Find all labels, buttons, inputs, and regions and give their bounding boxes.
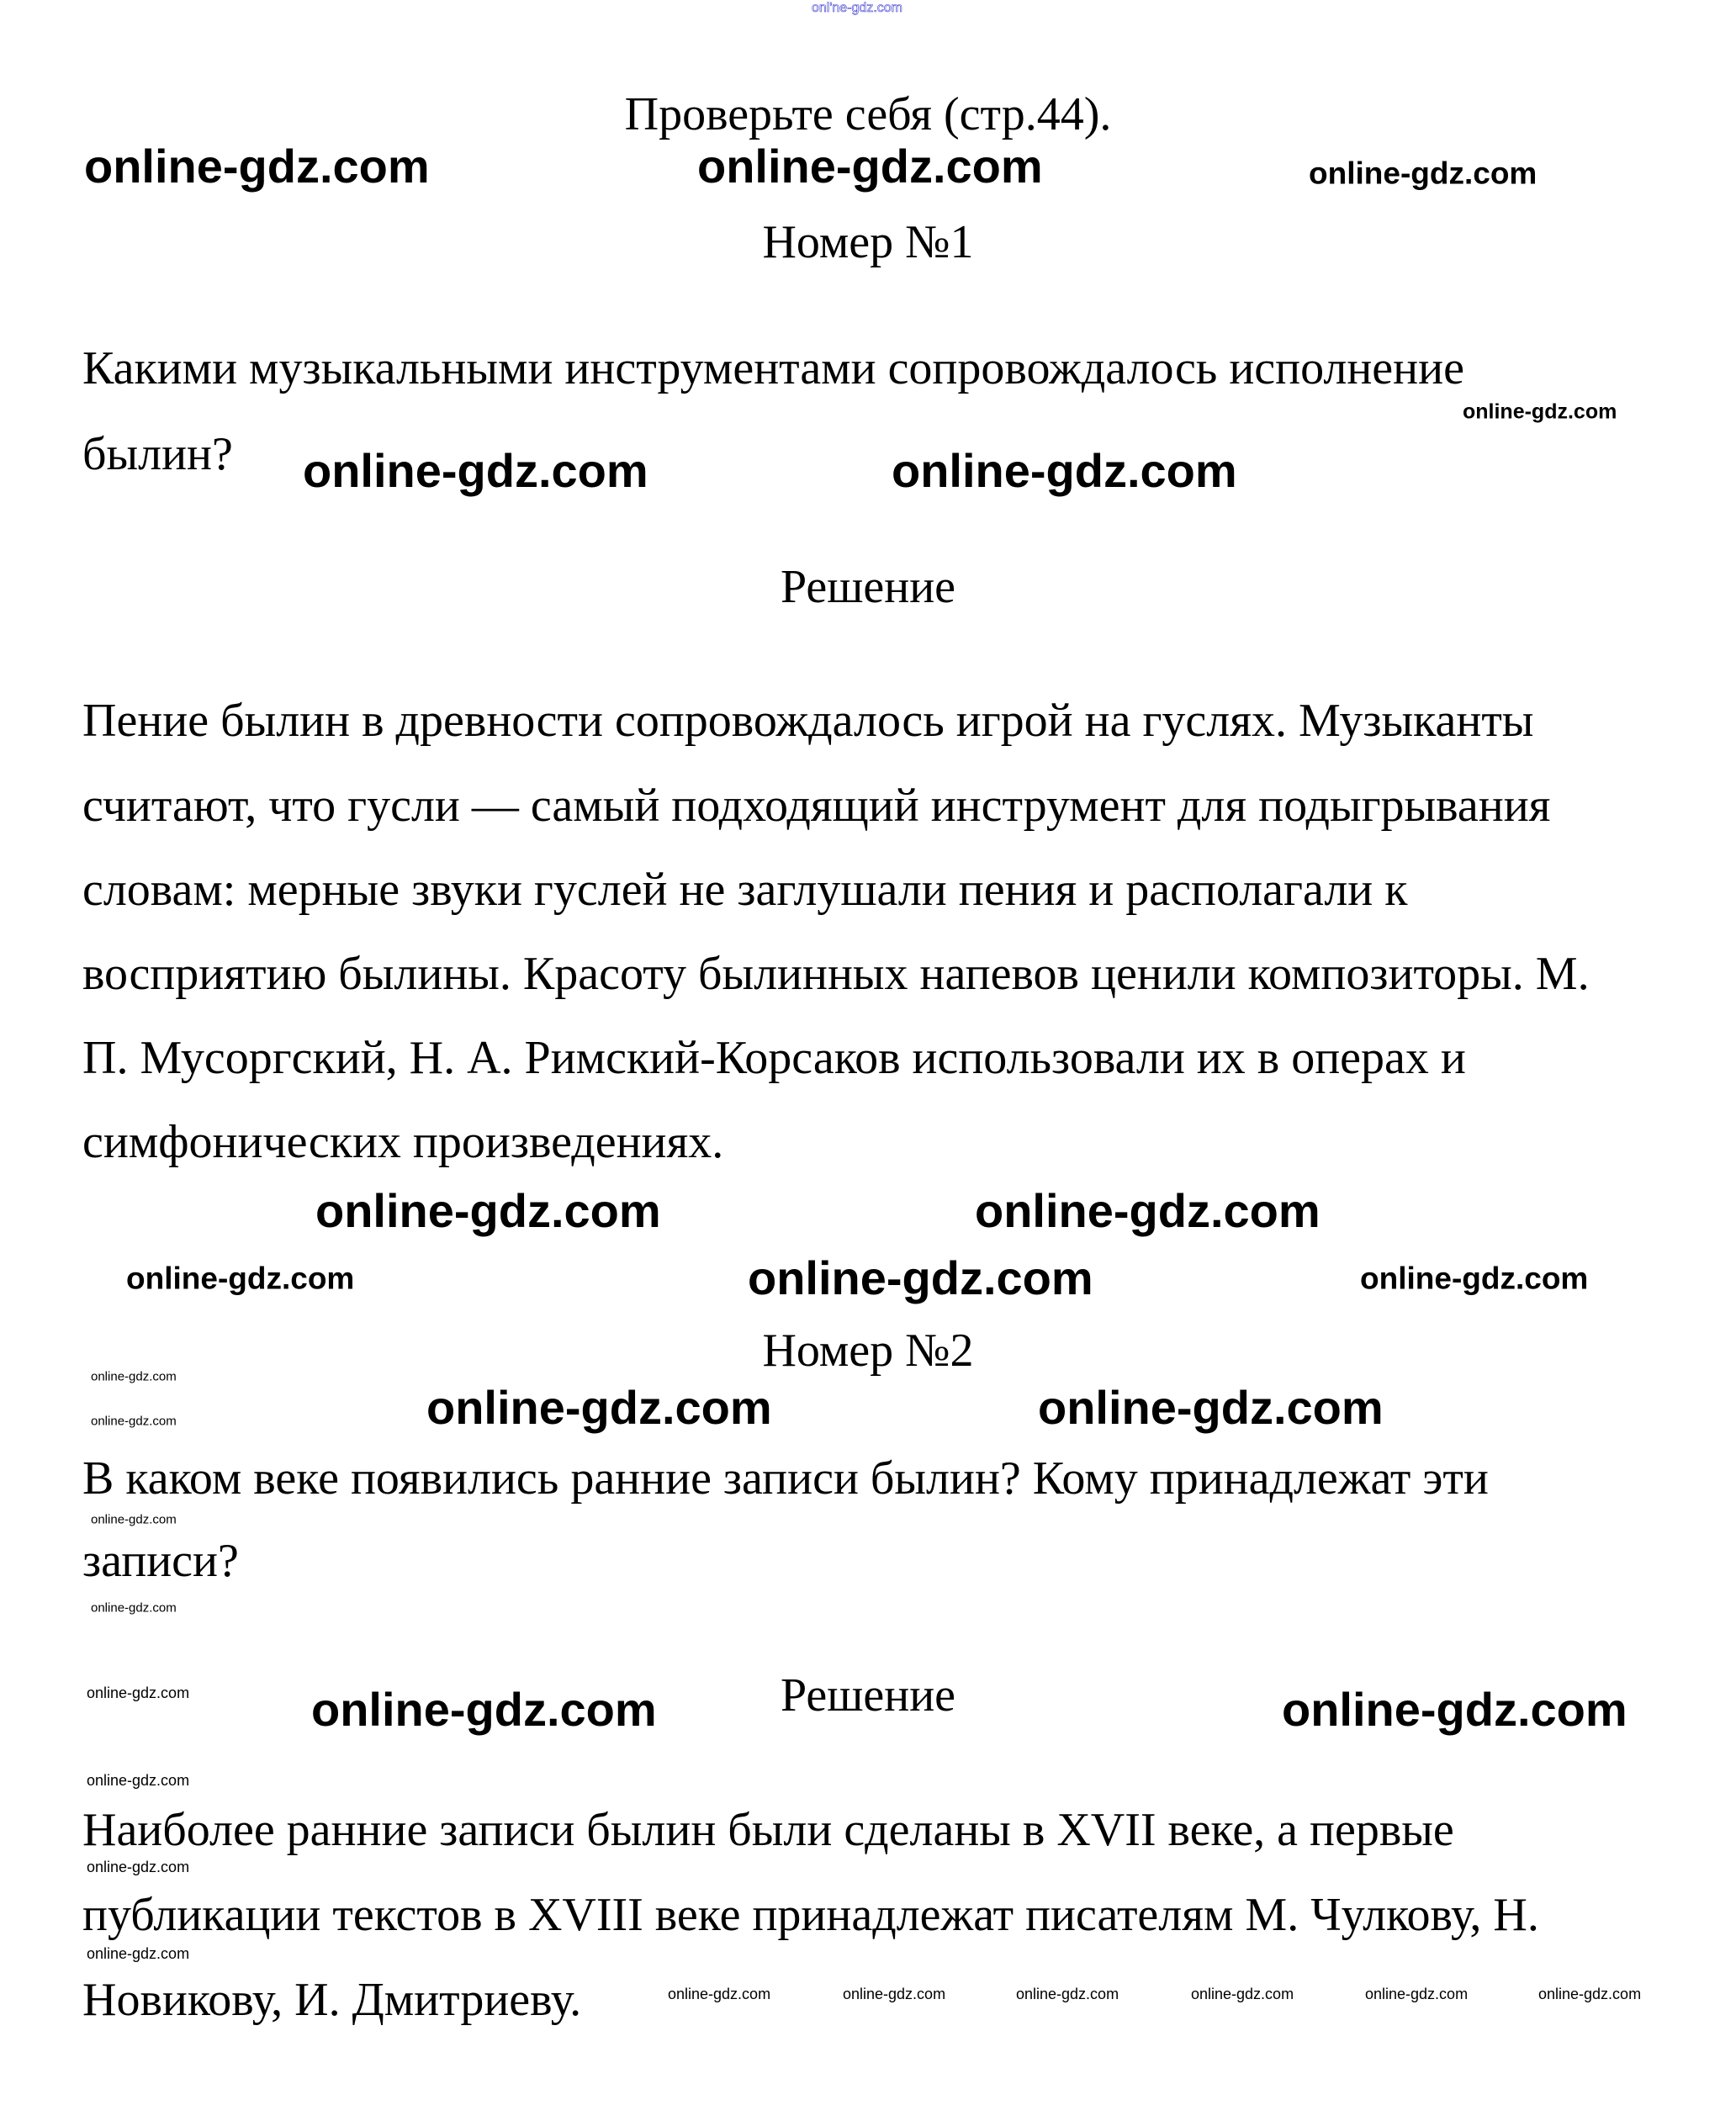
watermark: online-gdz.com [91,1414,177,1429]
watermark: online-gdz.com [1365,1986,1469,2002]
page-title: Проверьте себя (стр.44). [624,88,1112,140]
section-1-heading: Номер №1 [762,216,974,268]
watermark: online-gdz.com [1038,1381,1384,1434]
watermark: online-gdz.com [1016,1986,1119,2002]
watermark: online-gdz.com [87,1685,190,1701]
watermark: online-gdz.com [1282,1683,1628,1736]
watermark: online-gdz.com [84,140,430,193]
solution-1-label: Решение [780,561,956,613]
watermark: online-gdz.com [426,1381,772,1434]
watermark: online-gdz.com [311,1683,657,1736]
answer-1-line: Пение былин в древности сопровождалось игрой на гуслях. Музыканты [82,695,1534,747]
watermark: online-gdz.com [697,140,1043,193]
watermark: online-gdz.com [1360,1261,1589,1296]
watermark: online-gdz.com [303,444,648,497]
watermark: online-gdz.com [1309,156,1538,191]
watermark: online-gdz.com [1191,1986,1294,2002]
question-1-line: былин? [82,428,233,480]
solution-2-label: Решение [780,1669,956,1722]
watermark: online-gdz.com [87,1945,190,1962]
section-2-heading: Номер №2 [762,1325,974,1377]
watermark: online-gdz.com [87,1859,190,1875]
answer-1-line: восприятию былины. Красоту былинных напевов ценили композиторы. М. [82,948,1590,1000]
answer-1-line: симфонических произведениях. [82,1116,724,1168]
answer-2-line: публикации текстов в XVIII веке принадлежат писателям М. Чулкову, Н. [82,1889,1539,1941]
watermark: online-gdz.com [126,1261,355,1296]
question-2-line: В каком веке появились ранние записи былин? Кому принадлежат эти [82,1452,1489,1505]
question-2-line: записи? [82,1535,239,1587]
answer-1-line: П. Мусоргский, Н. А. Римский-Корсаков использовали их в операх и [82,1032,1466,1084]
watermark: online-gdz.com [91,1600,177,1616]
top-watermark: onl'ne-gdz.com [812,1,902,15]
watermark: online-gdz.com [975,1184,1321,1237]
answer-2-line: Наиболее ранние записи былин были сделаны в XVII веке, а первые [82,1804,1454,1856]
watermark: online-gdz.com [668,1986,771,2002]
watermark: online-gdz.com [315,1184,661,1237]
question-1-line: Какими музыкальными инструментами сопровождалось исполнение [82,342,1464,394]
watermark: online-gdz.com [87,1772,190,1789]
watermark: online-gdz.com [1538,1986,1642,2002]
answer-1-line: словам: мерные звуки гуслей не заглушали пения и располагали к [82,864,1408,916]
answer-2-line: Новикову, И. Дмитриеву. [82,1974,582,2026]
watermark: online-gdz.com [748,1251,1093,1304]
watermark: online-gdz.com [892,444,1237,497]
watermark: online-gdz.com [1463,399,1617,424]
answer-1-line: считают, что гусли — самый подходящий инструмент для подыгрывания [82,780,1551,832]
watermark: online-gdz.com [91,1512,177,1527]
watermark: online-gdz.com [843,1986,946,2002]
watermark: online-gdz.com [91,1369,177,1384]
